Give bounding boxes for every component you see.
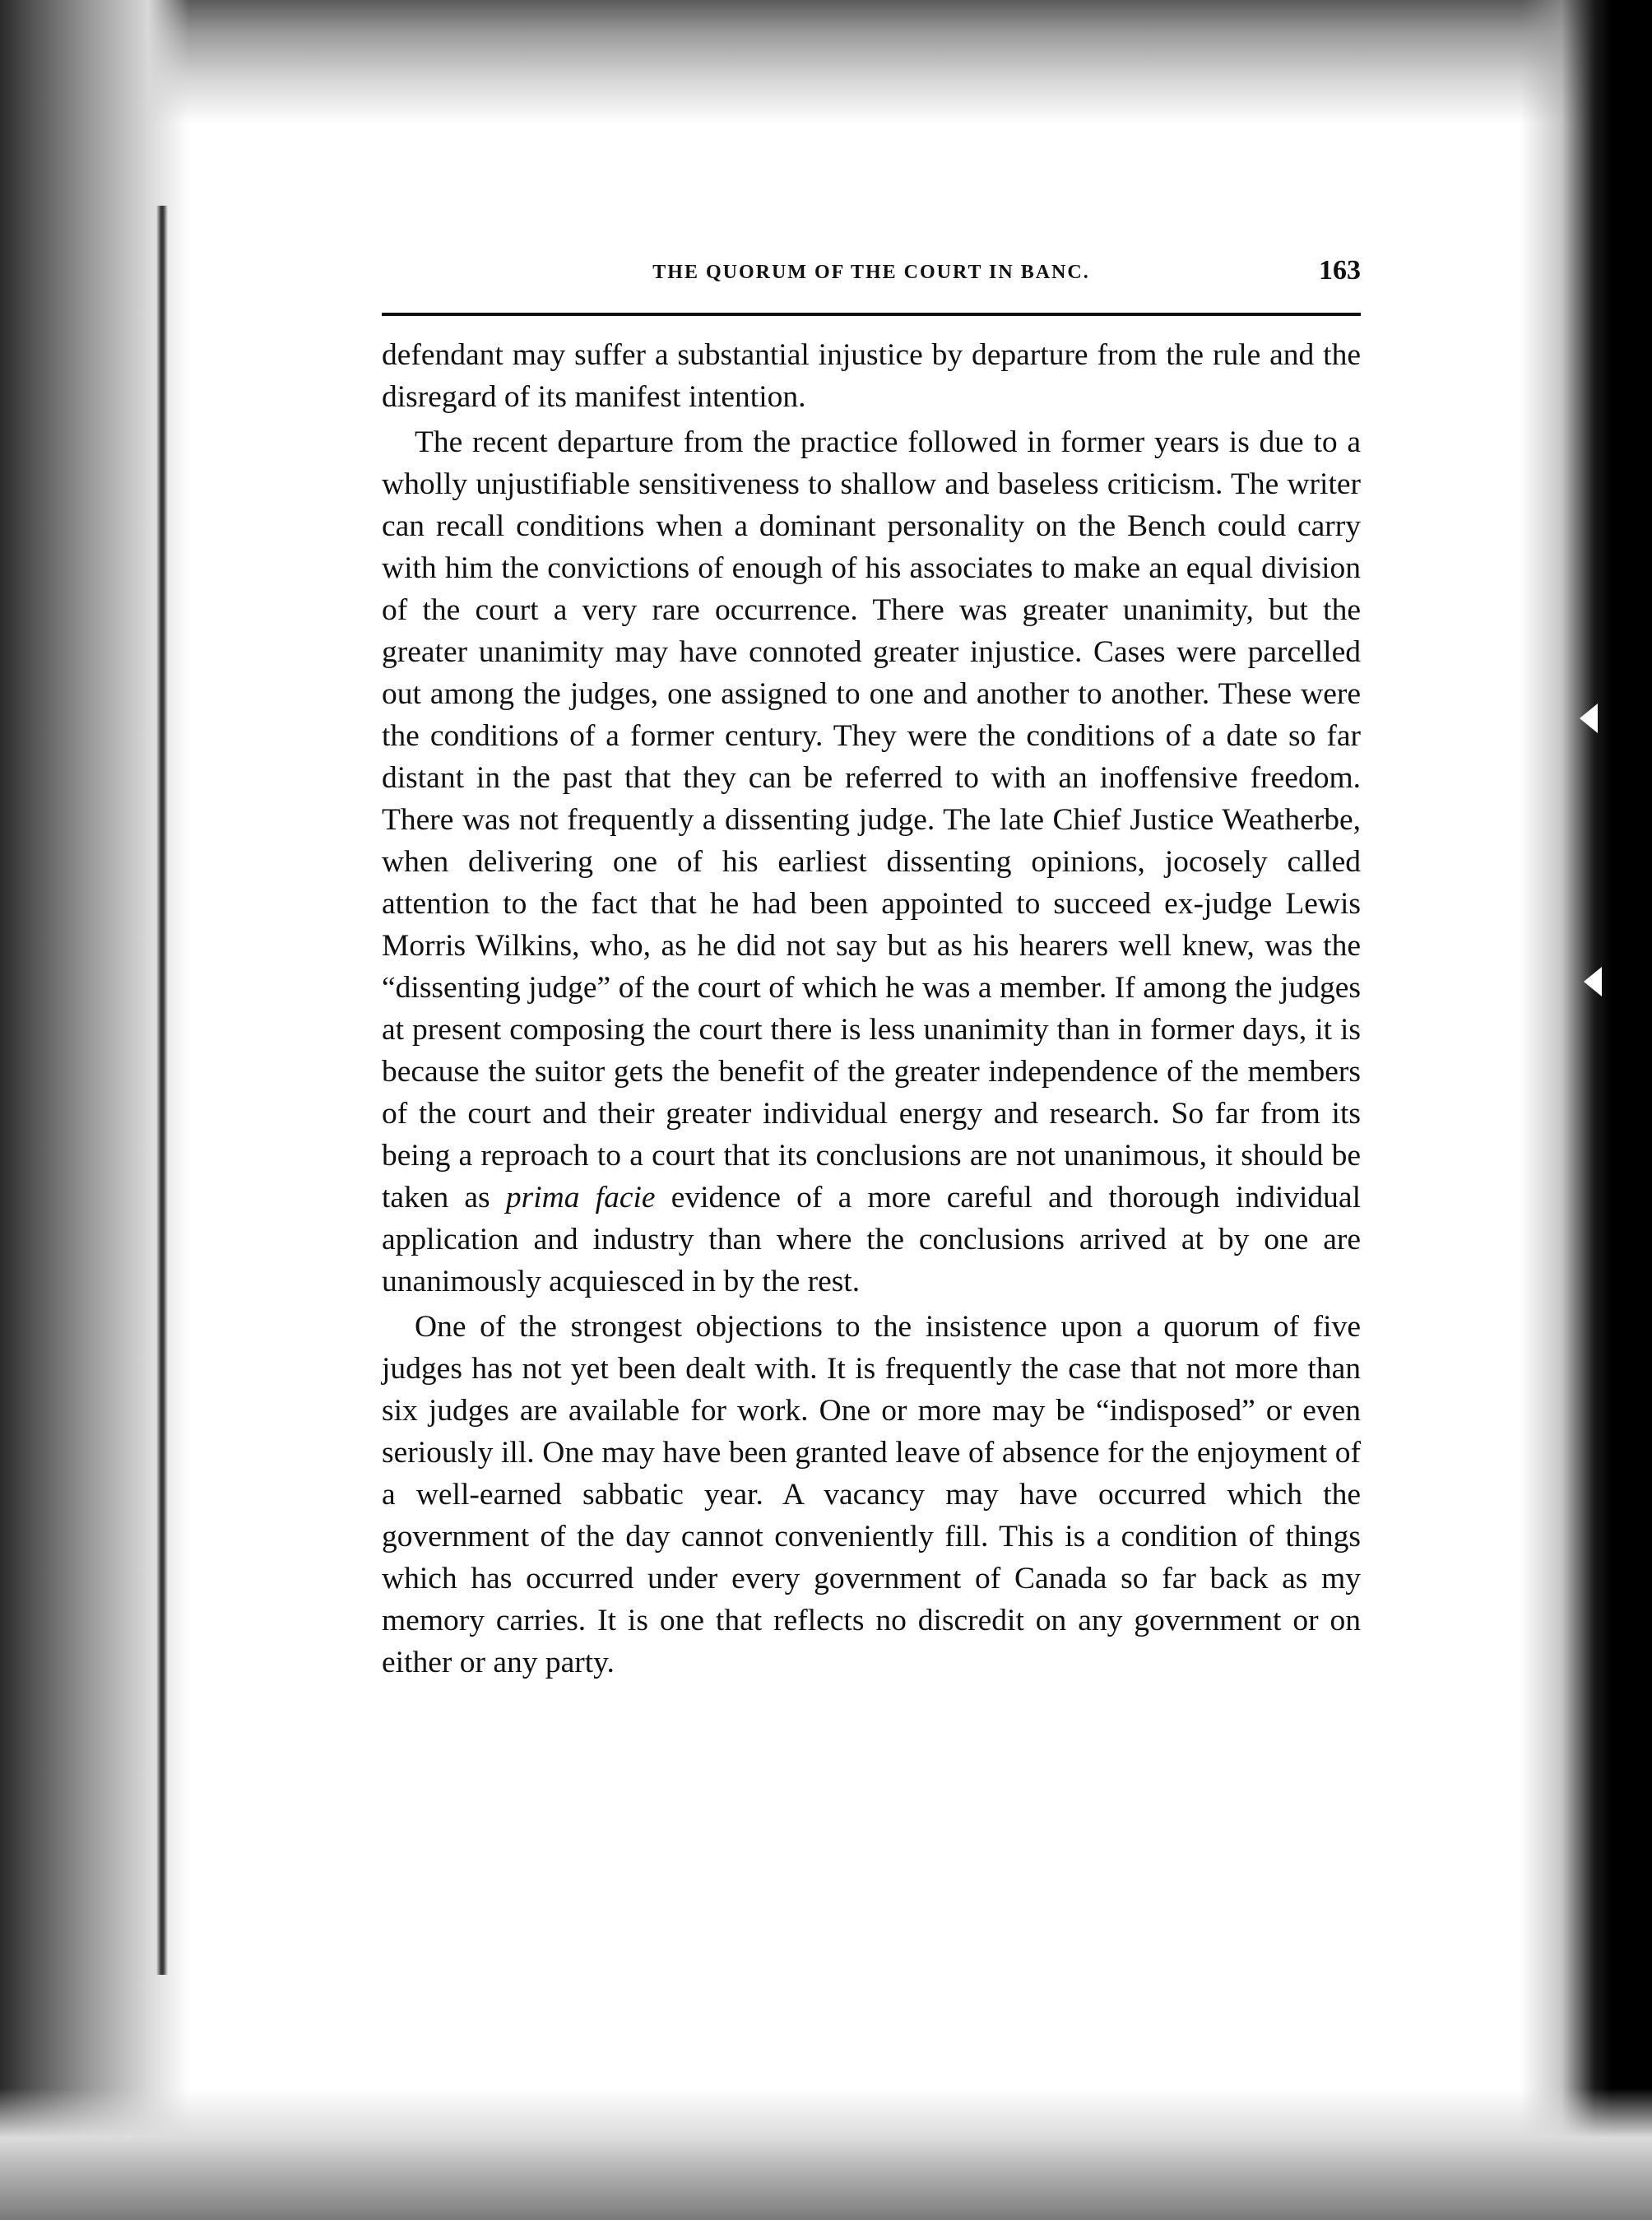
- header-rule: [382, 313, 1361, 316]
- paragraph: [382, 421, 1361, 1303]
- paragraph-text: The recent departure from the practice followed in former years is due to a wholly unjustifiable sensitiveness to shallow and baseless criticism. The writer can recall conditions when a dominant personality on the Bench could carry with him the convictions of enough of his associates to make an equal division of the court a very rare occurrence. There was greater unanimity, but the greater unanimity may have connoted greater injustice. Cases were parcelled out among the judges, one assigned to one and another to another. These were the conditions of a former century. They were the conditions of a date so far distant in the past that they can be referred to with an inoffensive freedom. There was not frequently a dissenting judge. The late Chief Justice Weatherbe, when delivering one of his earliest dissenting opinions, jocosely called attention to the fact that he had been appointed to succeed ex-judge Lewis Morris Wilkins, who, as he did not say but as his hearers well knew, was the “dissenting judge” of the court of which he was a member. If among the judges at present composing the court there is less unanimity than in former days, it is because the suitor gets the benefit of the greater independence of the members of the court and their greater individual energy and research. So far from its being a reproach to a court that its conclusions are not unanimous, it should be taken as: [382, 425, 1361, 1214]
- scan-margin-mark: [1580, 704, 1598, 733]
- body-text: [382, 334, 1361, 1684]
- scan-margin-mark: [1584, 967, 1602, 996]
- scan-edge-top: [0, 0, 1652, 123]
- scan-edge-bottom: [0, 2088, 1652, 2220]
- paragraph: One of the strongest objections to the insistence upon a quorum of five judges has not yet been dealt with. It is frequently the case that not more than six judges are available for work. One or more may be “indisposed” or even seriously ill. One may have been granted leave of absence for the enjoyment of a well-earned sabbatic year. A vacancy may have occurred which the government of the day cannot conveniently fill. This is a condition of things which has occurred under every government of Canada so far back as my memory carries. It is one that reflects no discredit on any government or on either or any party.: [382, 1310, 1361, 1679]
- italic-phrase: prima facie: [505, 1181, 656, 1214]
- paragraph-continued: defendant may suffer a substantial injustice by departure from the rule and the disregard of its manifest intention.: [382, 338, 1361, 414]
- paragraph-text: evidence of a more careful and thorough individual application and industry than where the conclusions arrived at by one are unanimously acquiesced in by the rest.: [382, 1181, 1361, 1298]
- book-page: [382, 255, 1361, 1684]
- page-header: [382, 255, 1361, 298]
- scan-edge-right: [1520, 0, 1652, 2220]
- scan-binding-shadow: [156, 206, 168, 1975]
- page-number: 163: [1319, 255, 1361, 286]
- running-title: THE QUORUM OF THE COURT IN BANC.: [652, 262, 1090, 283]
